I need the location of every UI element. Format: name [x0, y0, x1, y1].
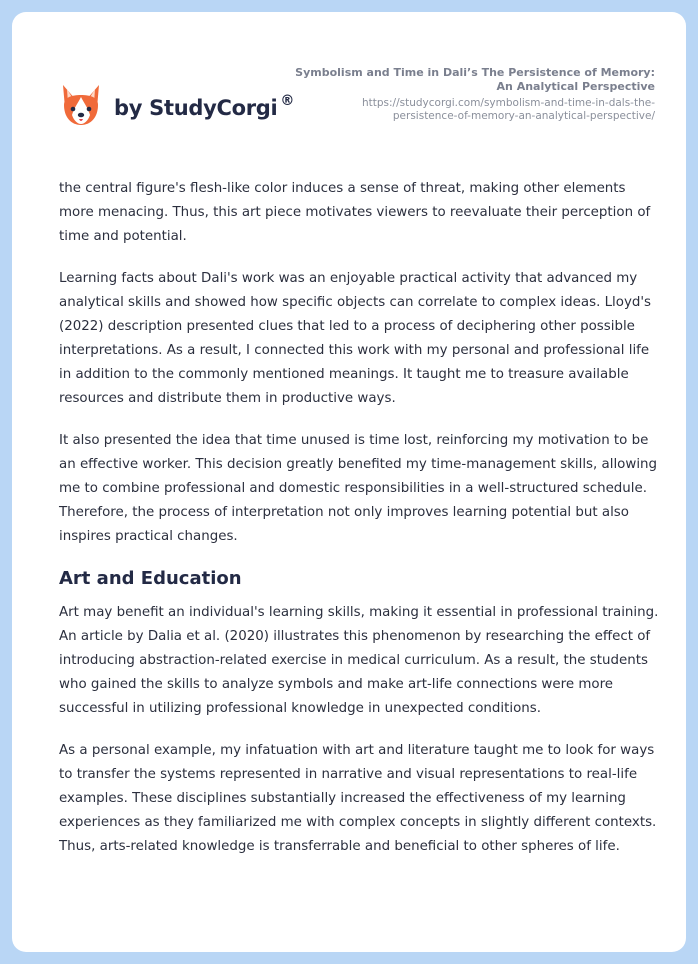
- studycorgi-logo[interactable]: [60, 76, 294, 136]
- paragraph: As a personal example, my infatuation with art and literature taught me to look for ways to transfer the systems represented in narrative and visual representations to real-life examples. These disciplines substantially increased the effectiveness of my learning experiences as they familiarized me with complex concepts in slightly different contexts. Thus, arts-related knowledge is transferrable and beneficial to other spheres of life.: [59, 743, 657, 854]
- logo-text: by StudyCorgi: [114, 96, 278, 120]
- paragraph: the central figure's flesh-like color induces a sense of threat, making other elements more menacing. Thus, this art piece motivates viewers to reevaluate their perception of time and potential.: [59, 181, 651, 244]
- document-url[interactable]: https://studycorgi.com/symbolism-and-time-in-dals-the- persistence-of-memory-an-analytical-perspective/: [361, 97, 655, 122]
- paragraph: Learning facts about Dali's work was an enjoyable practical activity that advanced my analytical skills and showed how specific objects can correlate to complex ideas. Lloyd's (2022) description presented clues that led to a process of deciphering other possible interpretations. As a result, I connected this work with my personal and professional life in addition to the commonly mentioned meanings. It taught me to treasure available resources and distribute them in productive ways.: [59, 271, 652, 406]
- document-page: [12, 12, 686, 952]
- document-title: Symbolism and Time in Dali’s The Persistence of Memory: An Analytical Perspective: [295, 66, 655, 93]
- paragraph: Art may benefit an individual's learning skills, making it essential in professional training. An article by Dalia et al. (2020) illustrates this phenomenon by researching the effect of introducing abstraction-related exercise in medical curriculum. As a result, the students who gained the skills to analyze symbols and make art-life connections were more successful in utilizing professional knowledge in unexpected conditions.: [59, 605, 659, 716]
- registered-mark: ®: [280, 93, 295, 109]
- corgi-icon: [60, 83, 102, 129]
- document-meta: [295, 66, 655, 123]
- paragraph: It also presented the idea that time unused is time lost, reinforcing my motivation to be an effective worker. This decision greatly benefited my time-management skills, allowing me to combine professional and domestic responsibilities in a well-structured schedule. Therefore, the process of interpretation not only improves learning potential but also inspires practical changes.: [59, 433, 658, 544]
- document-body: [59, 177, 659, 877]
- section-heading: Art and Education: [59, 568, 242, 589]
